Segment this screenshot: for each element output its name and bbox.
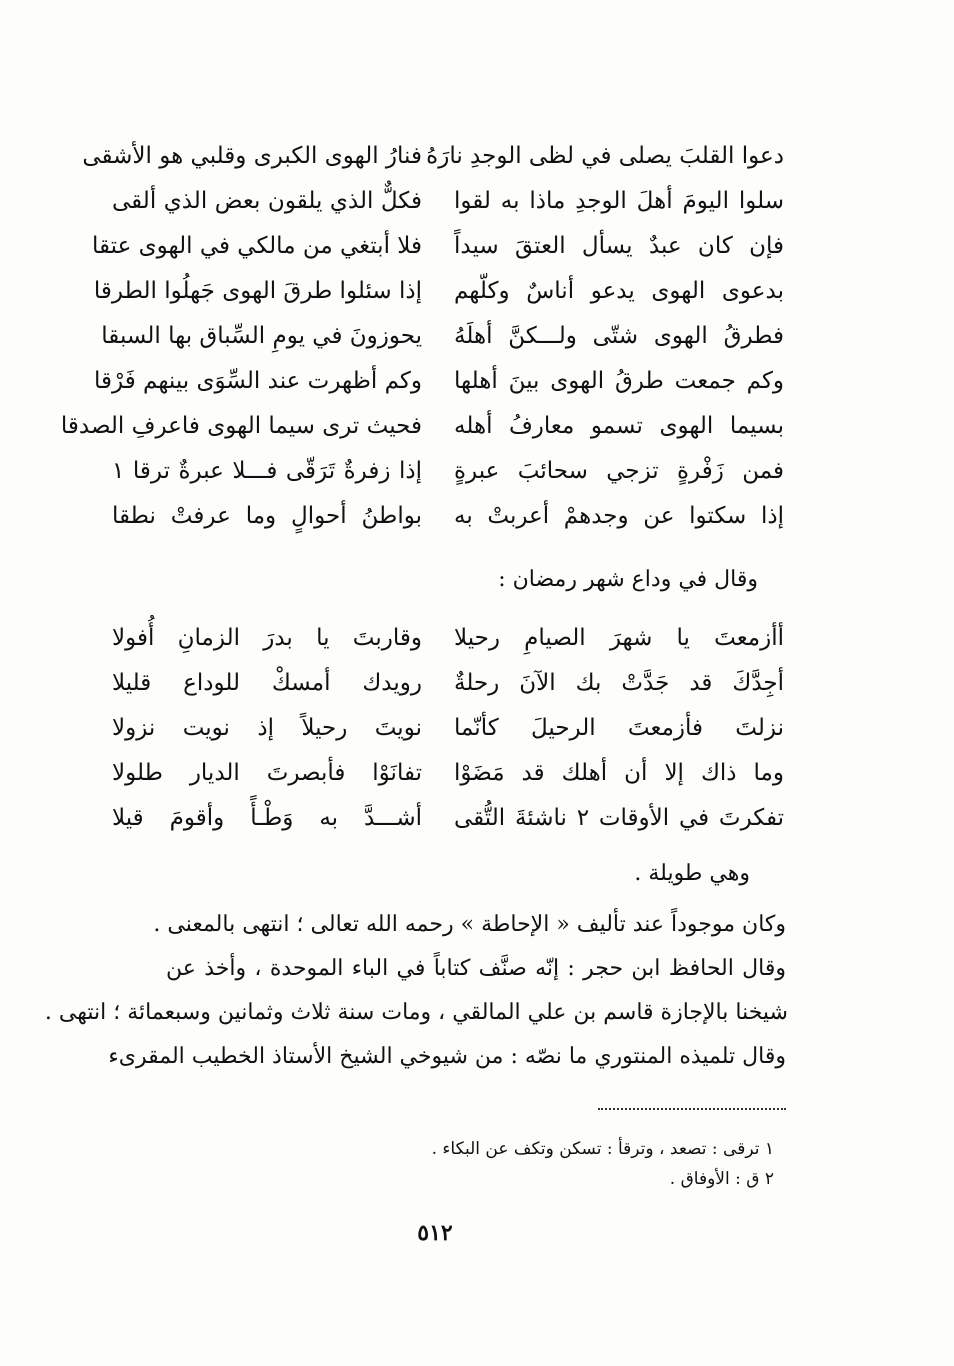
verse-hemistich-right: نزلتَ فأزمعتَ الرحيلَ كأنّما [454, 715, 784, 741]
verse-hemistich-left: فحيث ترى سيما الهوى فاعرفِ الصدقا [60, 413, 422, 439]
verse-line [94, 361, 784, 407]
verse-hemistich-left: بواطنُ أحوالٍ وما عرفتْ نطقا [112, 503, 422, 529]
verse-hemistich-right: فطرقُ الهوى شتّى ولـــكنَّ أهلَهُ [454, 323, 784, 349]
footnote: ٢ ق : الأوفاق . [669, 1169, 774, 1189]
page-number: ٥١٢ [417, 1220, 453, 1246]
verse-hemistich-right: وما ذاك إلا أن أهلك قد مَضَوْا [454, 760, 784, 786]
verse-line [92, 226, 784, 272]
verse-line [112, 663, 784, 709]
verse-hemistich-left: إذا زفرةٌ تَرَقّى فـــلا عبرةٌ ترقا ١ [112, 458, 422, 484]
verse-hemistich-left: يحوزونَ في يومِ السِّباق بها السبقا [101, 323, 422, 349]
verse-hemistich-right: أجِدَّكَ قد جَدَّتْ بك الآنَ رحلةٌ [454, 670, 784, 696]
footnote: ١ ترقى : تصعد ، وترقأ : تسكن وتكف عن البكاء . [431, 1139, 774, 1159]
poem-2-intro: وقال في وداع شهر رمضان : [498, 567, 758, 592]
verse-line [112, 181, 784, 227]
verse-hemistich-right: وكم جمعت طرقُ الهوى بينَ أهلها [454, 368, 784, 394]
verse-hemistich-left: أشـــدَّ به وَطْـأً وأقومَ قيلا [112, 805, 422, 831]
verse-hemistich-right: فإن كان عبدٌ يسأل العتقَ سيداً [454, 233, 784, 259]
verse-hemistich-left: فلا أبتغي من مالكي في الهوى عتقا [92, 233, 422, 259]
verse-hemistich-right: فمن زَفْرةٍ تزجي سحائبَ عبرةٍ [454, 458, 784, 484]
verse-hemistich-right: بسيما الهوى تسمو معارفُ أهله [454, 413, 784, 439]
poem-1 [60, 136, 784, 556]
prose-line: وقال تلميذه المنتوري ما نصّه : من شيوخي الشيخ الأستاذ الخطيب المقرىء [108, 1044, 786, 1069]
verse-hemistich-left: تفانَوْا فأبصرتَ الديار طلولا [112, 760, 422, 786]
verse-line [112, 708, 784, 754]
verse-line [101, 316, 784, 362]
verse-line [112, 798, 784, 844]
poem-2-tail: وهي طويلة . [634, 861, 750, 886]
verse-hemistich-right: إذا سكتوا عن وجدهمْ أعربتْ به [454, 503, 784, 529]
verse-line [82, 136, 784, 182]
prose-line: وقال الحافظ ابن حجر : إنّه صنَّف كتاباً في الباء الموحدة ، وأخذ عن [166, 956, 786, 981]
verse-hemistich-left: رويدك أمسكْ للوداع قليلا [112, 670, 422, 696]
verse-line [112, 496, 784, 542]
verse-line [112, 618, 784, 664]
verse-hemistich-right: سلوا اليومَ أهلَ الوجدِ ماذا به لقوا [454, 188, 784, 214]
verse-line [112, 451, 784, 497]
verse-hemistich-right: تفكرتَ في الأوقات ٢ ناشئةَ التُّقى [454, 805, 785, 831]
verse-hemistich-left: وكم أظهرت عند السِّوَى بينهم فَرْقا [94, 368, 422, 394]
verse-hemistich-left: وقاربتَ يا بدرَ الزمانِ أُفولا [112, 625, 422, 651]
verse-line [60, 406, 784, 452]
verse-line [93, 271, 784, 317]
verse-line [112, 753, 784, 799]
footnote-divider [598, 1108, 786, 1110]
verse-hemistich-left: نويتَ رحيلاً إذ نويت نزولا [112, 715, 422, 741]
verse-hemistich-left: إذا سئلوا طرقَ الهوى جَهلُوا الطرقا [93, 278, 422, 304]
prose-line: شيخنا بالإجازة قاسم بن علي المالقي ، ومات سنة ثلاث وثمانين وسبعمائة ؛ انتهى . [44, 1000, 788, 1025]
poem-2 [112, 618, 784, 848]
verse-hemistich-right: بدعوى الهوى يدعو أناسٌ وكلّهم [454, 278, 784, 304]
verse-hemistich-left: فكلٌّ الذي يلقون بعض الذي ألقى [112, 188, 422, 214]
verse-hemistich-right: أأزمعتَ يا شهرَ الصيامِ رحيلا [454, 625, 784, 651]
verse-hemistich-left: فنارُ الهوى الكبرى وقلبي هو الأشقى [82, 143, 422, 169]
prose-line: وكان موجوداً عند تأليف « الإحاطة » رحمه الله تعالى ؛ انتهى بالمعنى . [153, 912, 786, 937]
verse-hemistich-right: دعوا القلبَ يصلى في لظى الوجدِ نارَهُ [426, 143, 784, 169]
